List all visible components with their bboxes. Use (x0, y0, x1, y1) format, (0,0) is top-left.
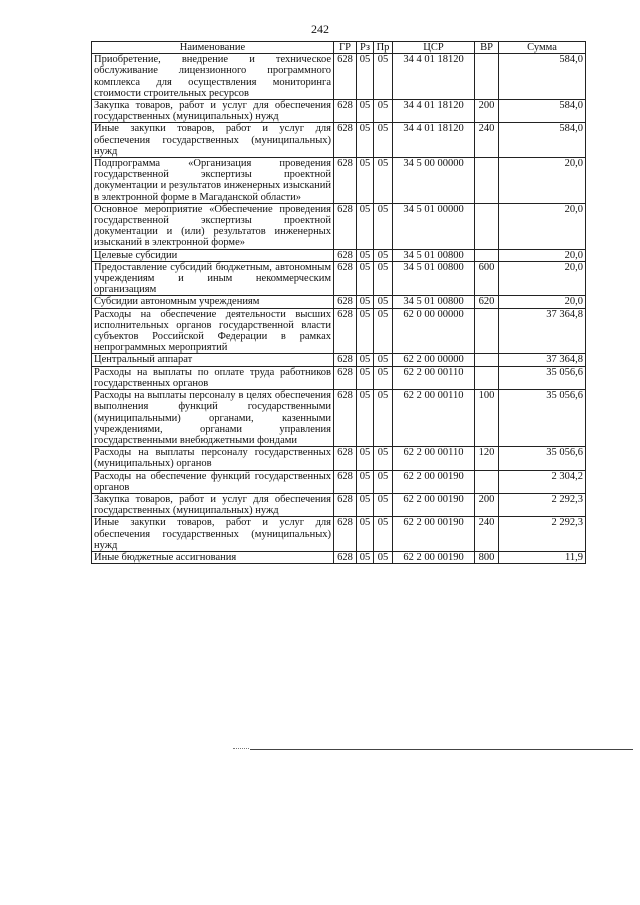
cell-rz: 05 (357, 390, 374, 447)
cell-pr: 05 (374, 54, 393, 100)
cell-name: Иные закупки товаров, работ и услуг для обеспечения государственных (муниципальных) нужд (92, 123, 334, 158)
cell-name: Целевые субсидии (92, 249, 334, 261)
table-header-row (92, 42, 586, 54)
cell-rz: 05 (357, 249, 374, 261)
cell-vr: 200 (475, 100, 499, 123)
cell-gr: 628 (334, 296, 357, 308)
cell-pr: 05 (374, 158, 393, 204)
table-body (92, 54, 586, 564)
cell-pr: 05 (374, 100, 393, 123)
cell-rz: 05 (357, 551, 374, 563)
footer-rule (250, 749, 633, 750)
table-row (92, 203, 586, 249)
cell-sum: 11,9 (499, 551, 586, 563)
cell-rz: 05 (357, 447, 374, 470)
cell-pr: 05 (374, 366, 393, 389)
column-header-rz: Рз (357, 42, 374, 54)
cell-gr: 628 (334, 100, 357, 123)
cell-rz: 05 (357, 470, 374, 493)
column-header-name: Наименование (92, 42, 334, 54)
cell-vr (475, 54, 499, 100)
budget-table (91, 41, 586, 564)
table-row (92, 390, 586, 447)
cell-vr (475, 354, 499, 366)
budget-table-container (91, 41, 585, 564)
cell-rz: 05 (357, 261, 374, 296)
cell-sum: 20,0 (499, 296, 586, 308)
cell-name: Расходы на обеспечение деятельности высших исполнительных органов государственной власти субъектов Российской Федерации в рамках непрограммных мероприятий (92, 308, 334, 354)
cell-name: Закупка товаров, работ и услуг для обеспечения государственных (муниципальных) нужд (92, 493, 334, 516)
cell-gr: 628 (334, 447, 357, 470)
cell-vr (475, 158, 499, 204)
cell-gr: 628 (334, 493, 357, 516)
cell-csr: 62 2 00 00190 (393, 517, 475, 552)
cell-vr: 620 (475, 296, 499, 308)
cell-gr: 628 (334, 354, 357, 366)
cell-rz: 05 (357, 354, 374, 366)
table-row (92, 366, 586, 389)
cell-gr: 628 (334, 158, 357, 204)
cell-pr: 05 (374, 517, 393, 552)
cell-gr: 628 (334, 517, 357, 552)
cell-name: Иные бюджетные ассигнования (92, 551, 334, 563)
cell-name: Расходы на выплаты по оплате труда работников государственных органов (92, 366, 334, 389)
cell-vr (475, 366, 499, 389)
cell-sum: 584,0 (499, 123, 586, 158)
cell-sum: 2 304,2 (499, 470, 586, 493)
cell-csr: 34 5 01 00800 (393, 261, 475, 296)
cell-vr: 120 (475, 447, 499, 470)
cell-sum: 35 056,6 (499, 390, 586, 447)
cell-gr: 628 (334, 203, 357, 249)
cell-pr: 05 (374, 123, 393, 158)
cell-pr: 05 (374, 551, 393, 563)
cell-rz: 05 (357, 100, 374, 123)
cell-sum: 2 292,3 (499, 517, 586, 552)
column-header-vr: ВР (475, 42, 499, 54)
cell-pr: 05 (374, 261, 393, 296)
cell-csr: 34 4 01 18120 (393, 100, 475, 123)
cell-name: Предоставление субсидий бюджетным, автономным учреждениям и иным некоммерческим организациям (92, 261, 334, 296)
table-row (92, 517, 586, 552)
cell-csr: 62 2 00 00110 (393, 447, 475, 470)
cell-sum: 20,0 (499, 249, 586, 261)
cell-rz: 05 (357, 203, 374, 249)
column-header-sum: Сумма (499, 42, 586, 54)
cell-name: Закупка товаров, работ и услуг для обеспечения государственных (муниципальных) нужд (92, 100, 334, 123)
cell-rz: 05 (357, 54, 374, 100)
cell-name: Основное мероприятие «Обеспечение проведения государственной экспертизы проектной документации и (или) результатов инженерных изысканий в электронной форме» (92, 203, 334, 249)
cell-name: Центральный аппарат (92, 354, 334, 366)
cell-vr: 240 (475, 123, 499, 158)
table-row (92, 354, 586, 366)
table-row (92, 249, 586, 261)
cell-pr: 05 (374, 390, 393, 447)
cell-sum: 584,0 (499, 54, 586, 100)
table-row (92, 447, 586, 470)
cell-pr: 05 (374, 447, 393, 470)
cell-sum: 2 292,3 (499, 493, 586, 516)
cell-csr: 62 2 00 00190 (393, 551, 475, 563)
cell-csr: 62 2 00 00110 (393, 390, 475, 447)
cell-sum: 20,0 (499, 203, 586, 249)
cell-gr: 628 (334, 54, 357, 100)
column-header-csr: ЦСР (393, 42, 475, 54)
cell-csr: 62 2 00 00110 (393, 366, 475, 389)
cell-sum: 35 056,6 (499, 366, 586, 389)
cell-csr: 34 5 01 00000 (393, 203, 475, 249)
table-row (92, 551, 586, 563)
cell-vr: 600 (475, 261, 499, 296)
cell-name: Приобретение, внедрение и техническое обслуживание лицензионного программного комплекса для осуществления мониторинга стоимости строительных ресурсов (92, 54, 334, 100)
cell-csr: 34 4 01 18120 (393, 123, 475, 158)
cell-rz: 05 (357, 123, 374, 158)
cell-gr: 628 (334, 470, 357, 493)
cell-vr (475, 308, 499, 354)
cell-csr: 62 2 00 00190 (393, 470, 475, 493)
cell-gr: 628 (334, 366, 357, 389)
column-header-gr: ГР (334, 42, 357, 54)
cell-csr: 34 4 01 18120 (393, 54, 475, 100)
table-row (92, 261, 586, 296)
cell-csr: 34 5 01 00800 (393, 249, 475, 261)
cell-sum: 20,0 (499, 261, 586, 296)
cell-name: Субсидии автономным учреждениям (92, 296, 334, 308)
cell-csr: 62 2 00 00190 (393, 493, 475, 516)
table-row (92, 100, 586, 123)
cell-vr: 800 (475, 551, 499, 563)
cell-rz: 05 (357, 158, 374, 204)
cell-vr: 200 (475, 493, 499, 516)
cell-rz: 05 (357, 308, 374, 354)
table-row (92, 123, 586, 158)
cell-sum: 584,0 (499, 100, 586, 123)
cell-csr: 62 2 00 00000 (393, 354, 475, 366)
cell-vr (475, 203, 499, 249)
footer-dotted-rule (233, 748, 249, 749)
cell-gr: 628 (334, 390, 357, 447)
cell-rz: 05 (357, 296, 374, 308)
cell-gr: 628 (334, 261, 357, 296)
cell-pr: 05 (374, 296, 393, 308)
table-row (92, 308, 586, 354)
cell-sum: 35 056,6 (499, 447, 586, 470)
cell-sum: 20,0 (499, 158, 586, 204)
page-number: 242 (311, 22, 329, 36)
cell-pr: 05 (374, 470, 393, 493)
table-row (92, 296, 586, 308)
cell-rz: 05 (357, 493, 374, 516)
cell-rz: 05 (357, 366, 374, 389)
cell-name: Расходы на выплаты персоналу государственных (муниципальных) органов (92, 447, 334, 470)
cell-pr: 05 (374, 308, 393, 354)
cell-vr: 100 (475, 390, 499, 447)
table-row (92, 493, 586, 516)
cell-gr: 628 (334, 551, 357, 563)
cell-name: Расходы на обеспечение функций государственных органов (92, 470, 334, 493)
cell-rz: 05 (357, 517, 374, 552)
column-header-pr: Пр (374, 42, 393, 54)
table-row (92, 54, 586, 100)
cell-gr: 628 (334, 123, 357, 158)
cell-sum: 37 364,8 (499, 354, 586, 366)
cell-name: Иные закупки товаров, работ и услуг для обеспечения государственных (муниципальных) нужд (92, 517, 334, 552)
cell-name: Расходы на выплаты персоналу в целях обеспечения выполнения функций государственными (муниципальными) органами, казенными учреждениями, органами управления государственными внебюджетными фондами (92, 390, 334, 447)
cell-csr: 34 5 00 00000 (393, 158, 475, 204)
cell-vr (475, 470, 499, 493)
cell-sum: 37 364,8 (499, 308, 586, 354)
cell-vr (475, 249, 499, 261)
cell-pr: 05 (374, 203, 393, 249)
cell-csr: 62 0 00 00000 (393, 308, 475, 354)
cell-pr: 05 (374, 354, 393, 366)
cell-pr: 05 (374, 249, 393, 261)
cell-gr: 628 (334, 308, 357, 354)
cell-vr: 240 (475, 517, 499, 552)
table-row (92, 470, 586, 493)
cell-pr: 05 (374, 493, 393, 516)
table-row (92, 158, 586, 204)
cell-gr: 628 (334, 249, 357, 261)
cell-name: Подпрограмма «Организация проведения государственной экспертизы проектной документации и результатов инженерных изысканий в электронной форме в Магаданской области» (92, 158, 334, 204)
cell-csr: 34 5 01 00800 (393, 296, 475, 308)
